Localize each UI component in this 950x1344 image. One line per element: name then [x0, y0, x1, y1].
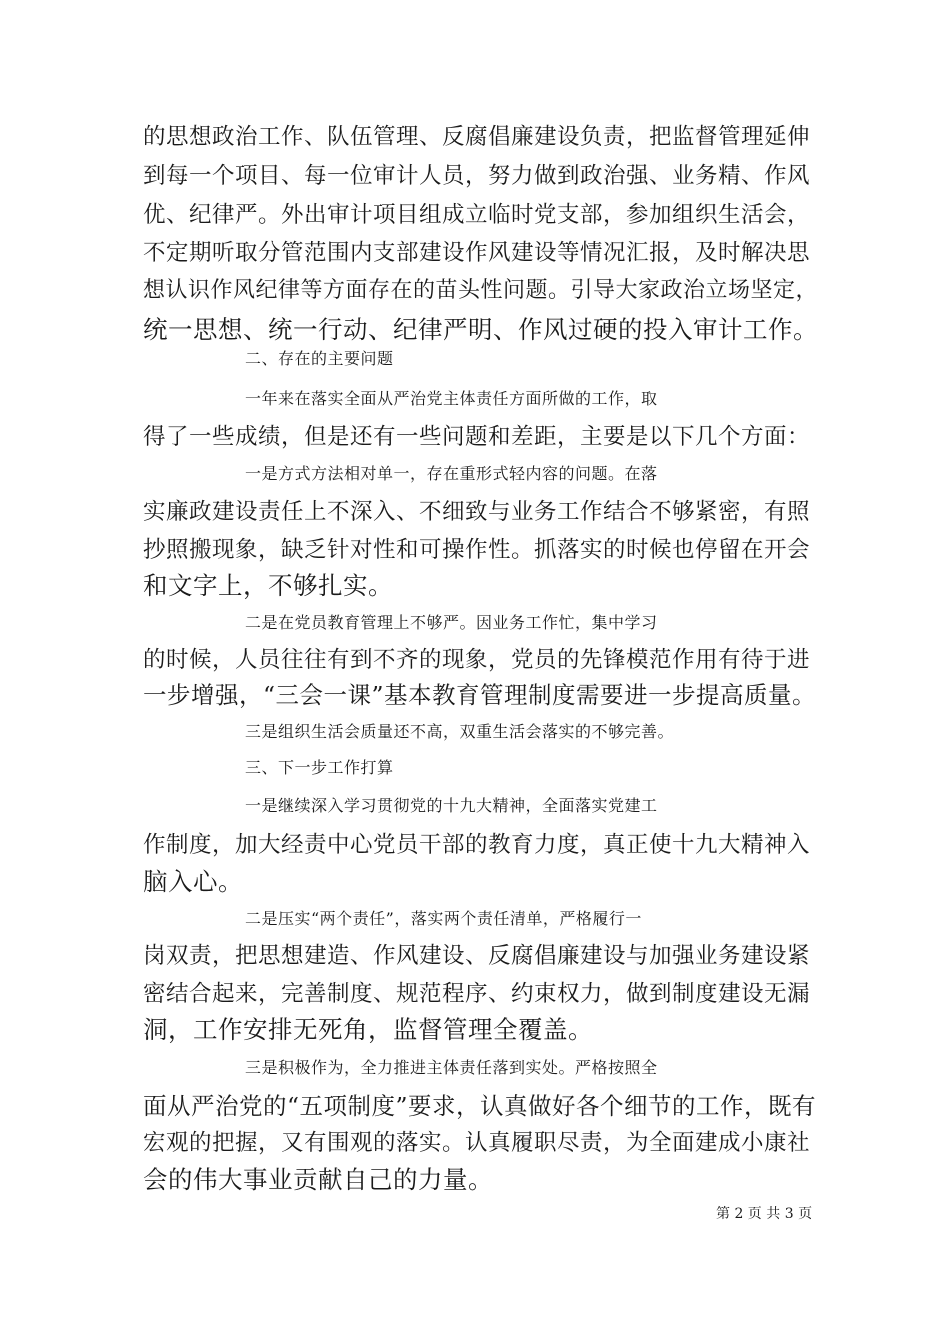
- paragraph-first-line: 一年来在落实全面从严治党主体责任方面所做的工作，取: [245, 389, 658, 408]
- body-line: 的思想政治工作、队伍管理、反腐倡廉建设负责，把监督管理延伸: [143, 124, 811, 150]
- body-line: 和文字上，不够扎实。: [143, 571, 393, 600]
- paragraph-first-line: 一是方式方法相对单一，存在重形式轻内容的问题。在落: [245, 464, 658, 483]
- paragraph-first-line: 三是积极作为，全力推进主体责任落到实处。严格按照全: [245, 1058, 658, 1077]
- body-line: 到每一个项目、每一位审计人员，努力做到政治强、业务精、作风: [143, 163, 811, 189]
- body-line: 想认识作风纪律等方面存在的苗头性问题。引导大家政治立场坚定，: [143, 278, 819, 303]
- body-line: 岗双责，把思想建造、作风建设、反腐倡廉建设与加强业务建设紧: [143, 943, 811, 969]
- section-heading: 三、下一步工作打算: [245, 758, 394, 777]
- body-line: 作制度，加大经责中心党员干部的教育力度，真正使十九大精神入: [143, 832, 811, 858]
- body-line: 优、纪律严。外出审计项目组成立临时党支部，参加组织生活会，: [143, 202, 811, 228]
- body-line: 不定期听取分管范围内支部建设作风建设等情况汇报，及时解决思: [143, 240, 811, 266]
- section-heading: 二、存在的主要问题: [245, 349, 394, 368]
- body-line: 的时候，人员往往有到不齐的现象，党员的先锋模范作用有待于进: [143, 647, 811, 673]
- paragraph-first-line: 二是在党员教育管理上不够严。因业务工作忙，集中学习: [245, 613, 658, 632]
- body-line: 得了一些成绩，但是还有一些问题和差距，主要是以下几个方面：: [143, 424, 811, 450]
- body-line: 实廉政建设责任上不深入、不细致与业务工作结合不够紧密，有照: [143, 499, 811, 525]
- page-number: 第 2 页 共 3 页: [716, 1206, 813, 1222]
- body-line: 洞，工作安排无死角，监督管理全覆盖。: [143, 1015, 593, 1044]
- paragraph-first-line: 三是组织生活会质量还不高，双重生活会落实的不够完善。: [245, 722, 675, 741]
- paragraph-first-line: 二是压实“两个责任”，落实两个责任清单，严格履行一: [245, 909, 642, 928]
- body-line: 密结合起来，完善制度、规范程序、约束权力，做到制度建设无漏: [143, 981, 811, 1007]
- body-line: 宏观的把握，又有围观的落实。认真履职尽责，为全面建成小康社: [143, 1130, 811, 1156]
- body-line: 脑入心。: [143, 867, 243, 896]
- body-line: 一步增强，“三会一课”基本教育管理制度需要进一步提高质量。: [143, 681, 817, 709]
- paragraph-first-line: 一是继续深入学习贯彻党的十九大精神，全面落实党建工: [245, 796, 658, 815]
- body-line: 面从严治党的“五项制度”要求，认真做好各个细节的工作，既有: [143, 1092, 817, 1120]
- body-line: 抄照搬现象，缺乏针对性和可操作性。抓落实的时候也停留在开会: [143, 537, 811, 563]
- body-line: 会的伟大事业贡献自己的力量。: [143, 1165, 493, 1194]
- body-line: 统一思想、统一行动、纪律严明、作风过硬的投入审计工作。: [143, 315, 818, 344]
